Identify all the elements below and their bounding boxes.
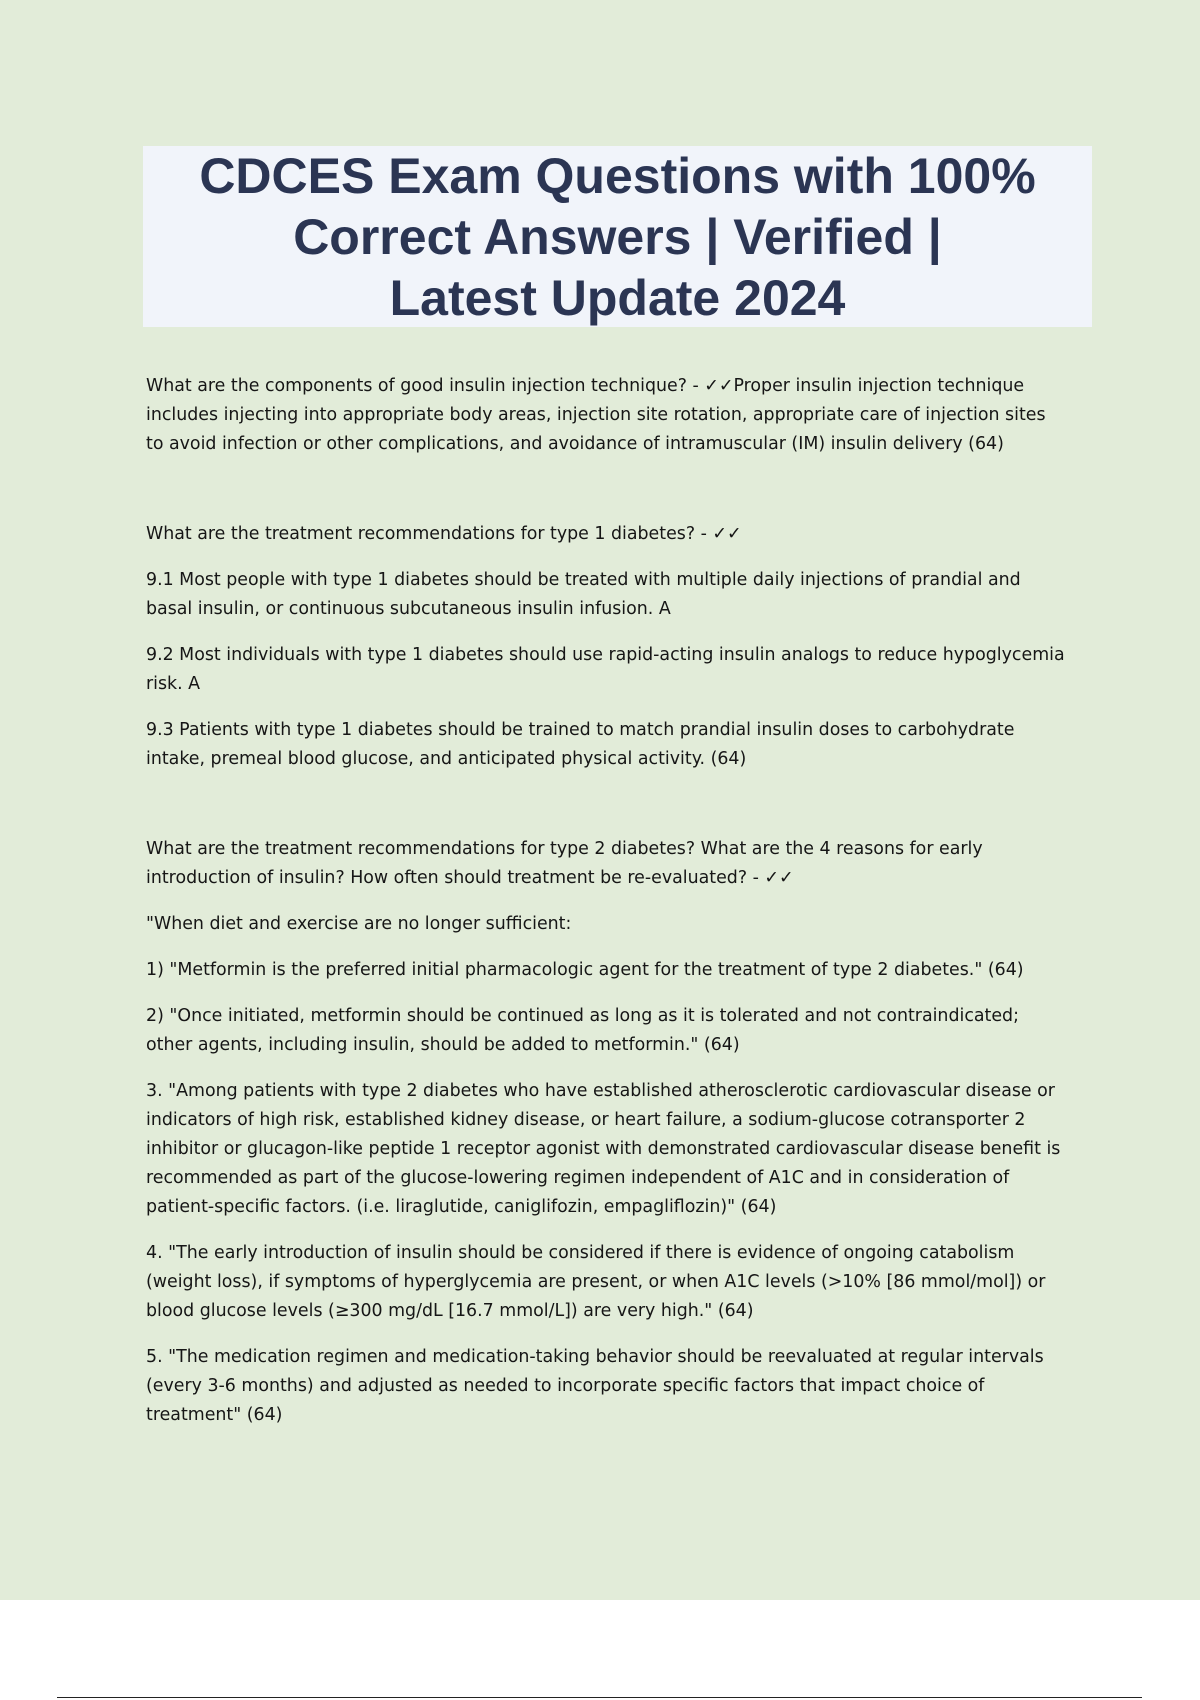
text-line: basal insulin, or continuous subcutaneous insulin infusion. A [146,599,671,619]
recommendation-9-1 [146,566,1096,624]
answer-item-1 [146,956,1096,985]
title-line-3: Latest Update 2024 [389,270,846,326]
text-line: intake, premeal blood glucose, and anticipated physical activity. (64) [146,749,747,769]
text-line: 5. "The medication regimen and medication-taking behavior should be reevaluated at regular intervals [146,1347,1044,1367]
title-line-2: Correct Answers | Verified | [293,209,942,265]
text-line: 9.2 Most individuals with type 1 diabetes should use rapid-acting insulin analogs to reduce hypoglycemia [146,645,1065,665]
spacer [146,939,1096,956]
text-line: What are the treatment recommendations for type 2 diabetes? What are the 4 reasons for early [146,839,983,859]
text-line: What are the treatment recommendations for type 1 diabetes? - ✓✓ [146,524,742,544]
question-3 [146,835,1096,893]
title-line-1: CDCES Exam Questions with 100% [199,148,1036,204]
spacer [146,699,1096,716]
text-line: 4. "The early introduction of insulin should be considered if there is evidence of ongoing catabolism [146,1243,1015,1263]
text-line: patient-specific factors. (i.e. liraglutide, caniglifozin, empagliflozin)" (64) [146,1197,777,1217]
text-line: includes injecting into appropriate body areas, injection site rotation, appropriate care of injection sites [146,405,1046,425]
spacer [146,1326,1096,1343]
text-line: indicators of high risk, established kidney disease, or heart failure, a sodium-glucose cotransporter 2 [146,1110,1026,1130]
text-line: risk. A [146,674,201,694]
text-line: inhibitor or glucagon-like peptide 1 receptor agonist with demonstrated cardiovascular disease benefit is [146,1139,1061,1159]
text-line: recommended as part of the glucose-lowering regimen independent of A1C and in consideration of [146,1168,1010,1188]
document-body [146,372,1096,1430]
text-line: 9.3 Patients with type 1 diabetes should be trained to match prandial insulin doses to carbohydrate [146,720,1015,740]
text-line: treatment" (64) [146,1405,283,1425]
text-line: blood glucose levels (≥300 mg/dL [16.7 mmol/L]) are very high." (64) [146,1301,754,1321]
spacer [146,893,1096,910]
text-line: What are the components of good insulin injection technique? - ✓✓Proper insulin injection technique [146,376,1025,396]
answer-item-3 [146,1077,1096,1222]
text-line: "When diet and exercise are no longer sufficient: [146,914,572,934]
text-line: introduction of insulin? How often should treatment be re-evaluated? - ✓✓ [146,868,794,888]
text-line: (every 3-6 months) and adjusted as needed to incorporate specific factors that impact choice of [146,1376,985,1396]
recommendation-9-2 [146,641,1096,699]
text-line: to avoid infection or other complications, and avoidance of intramuscular (IM) insulin delivery (64) [146,434,1004,454]
text-line: other agents, including insulin, should be added to metformin." (64) [146,1035,740,1055]
spacer [146,624,1096,641]
footer-divider [57,1697,1142,1698]
spacer [146,985,1096,1002]
spacer [146,1060,1096,1077]
text-line: (weight loss), if symptoms of hyperglycemia are present, or when A1C levels (>10% [86 mmol/mol]) or [146,1272,1046,1292]
answer-item-5 [146,1343,1096,1430]
recommendation-9-3 [146,716,1096,774]
answer-intro [146,910,1096,939]
answer-item-2 [146,1002,1096,1060]
spacer [146,774,1096,835]
question-2 [146,520,1096,549]
answer-item-4 [146,1239,1096,1326]
text-line: 1) "Metformin is the preferred initial pharmacologic agent for the treatment of type 2 diabetes." (64) [146,960,1024,980]
question-1 [146,372,1096,459]
text-line: 3. "Among patients with type 2 diabetes who have established atherosclerotic cardiovascular disease or [146,1081,1055,1101]
spacer [146,549,1096,566]
text-line: 9.1 Most people with type 1 diabetes should be treated with multiple daily injections of prandial and [146,570,1021,590]
document-title-box [143,146,1092,327]
spacer [146,1222,1096,1239]
text-line: 2) "Once initiated, metformin should be continued as long as it is tolerated and not contraindicated; [146,1006,1019,1026]
spacer [146,459,1096,520]
